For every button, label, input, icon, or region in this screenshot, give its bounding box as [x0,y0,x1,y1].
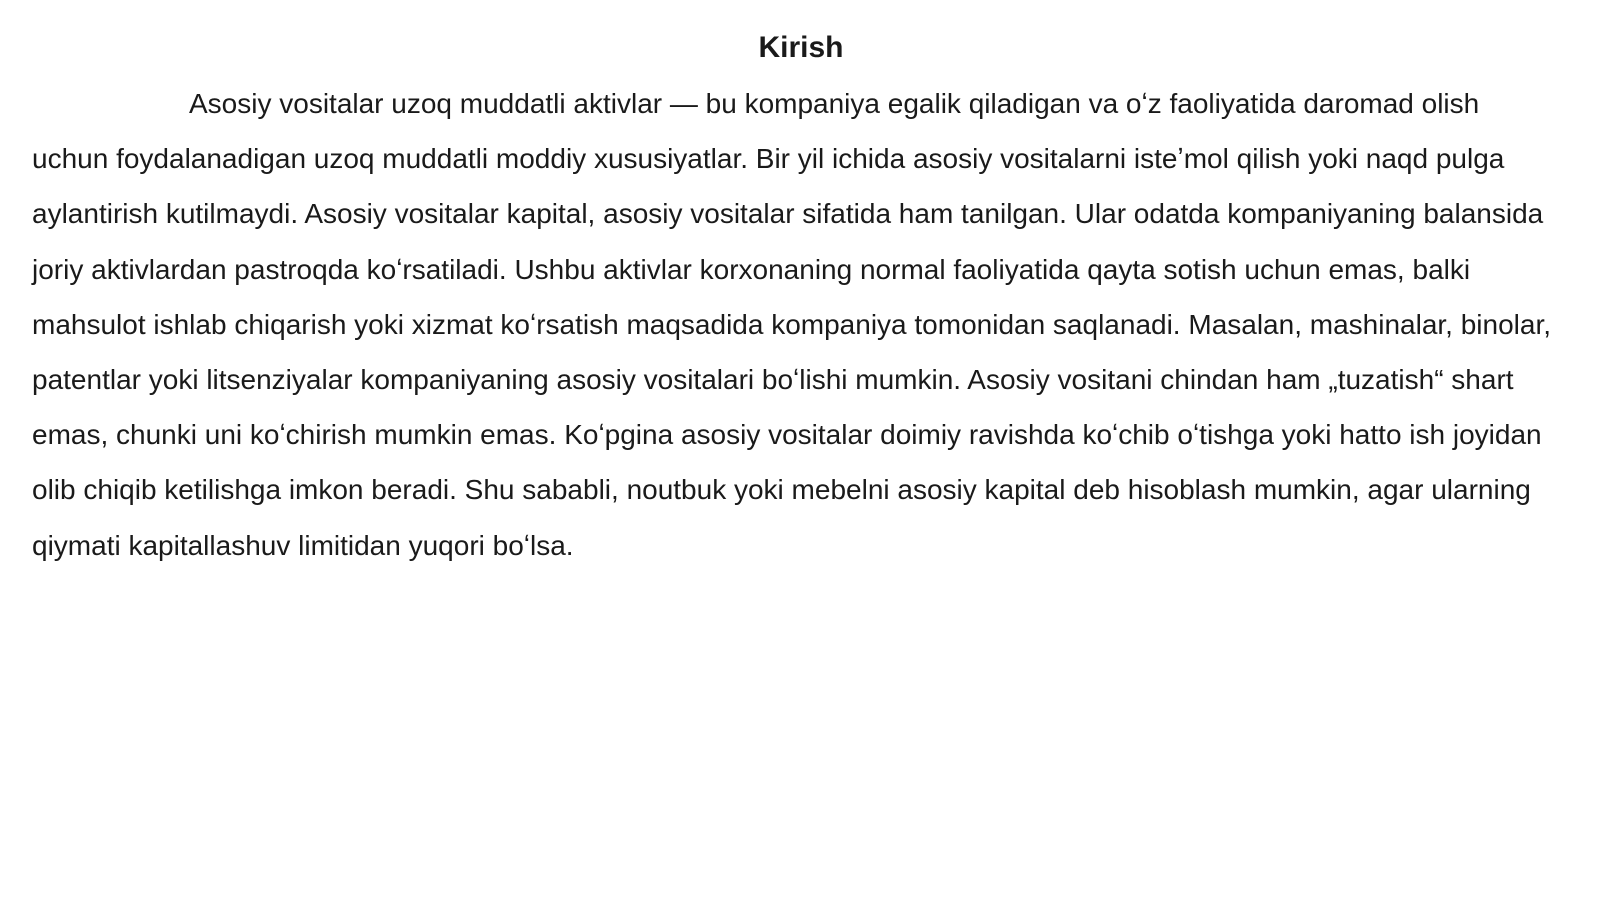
document-heading: Kirish [758,31,844,64]
document-paragraph: Asosiy vositalar uzoq muddatli aktivlar — bu kompaniya egalik qiladigan va oʻz faoliyatida daromad olish uchun foydalanadigan uzoq muddatli moddiy xususiyatlar. Bir yil ichida asosiy vositalarni isteʼmol qilish yoki naqd pulga aylantirish kutilmaydi. Asosiy vositalar kapital, asosiy vositalar sifatida ham tanilgan. Ular odatda kompaniyaning balansida joriy aktivlardan pastroqda koʻrsatiladi. Ushbu aktivlar korxonaning normal faoliyatida qayta sotish uchun emas, balki mahsulot ishlab chiqarish yoki xizmat koʻrsatish maqsadida kompaniya tomonidan saqlanadi. Masalan, mashinalar, binolar, patentlar yoki litsenziyalar kompaniyaning asosiy vositalari boʻlishi mumkin. Asosiy vositani chindan ham „tuzatish“ shart emas, chunki uni koʻchirish mumkin emas. Koʻpgina asosiy vositalar doimiy ravishda koʻchib oʻtishga yoki hatto ish joyidan olib chiqib ketilishga imkon beradi. Shu sababli, noutbuk yoki mebelni asosiy kapital deb hisoblash mumkin, agar ularning qiymati kapitallashuv limitidan yuqori boʻlsa. [32,88,1552,561]
